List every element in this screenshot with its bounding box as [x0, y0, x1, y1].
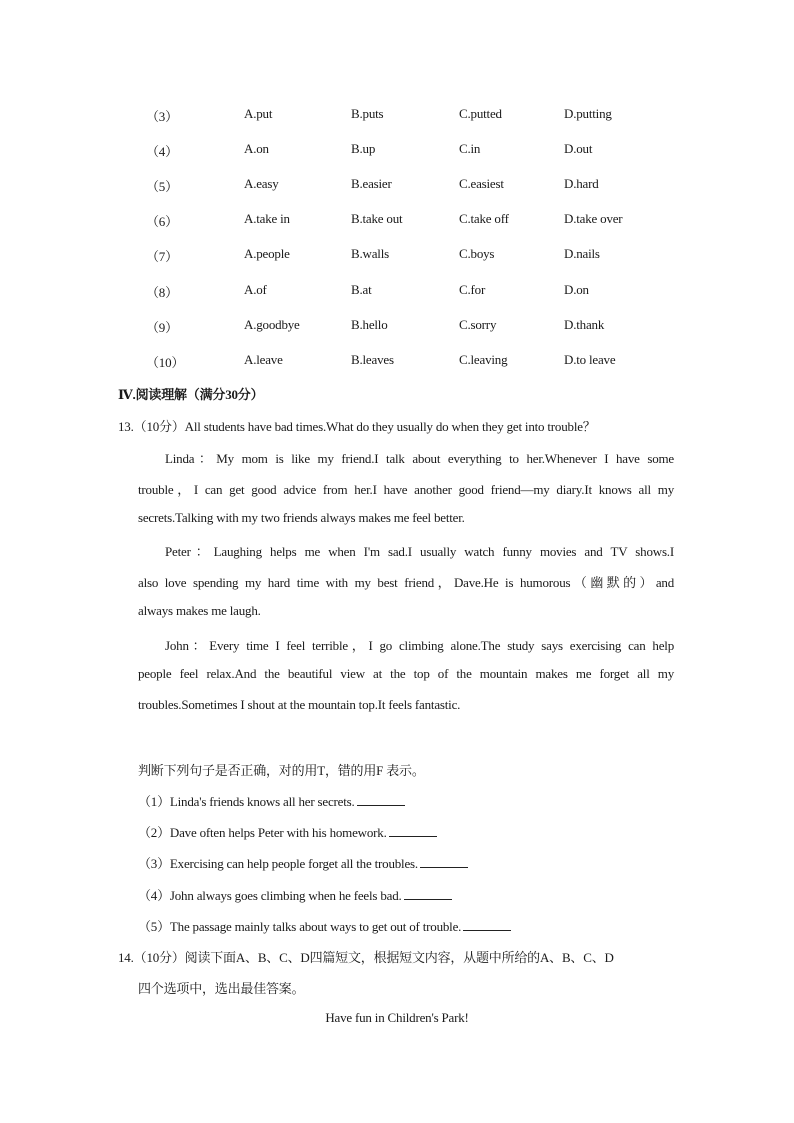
option-a[interactable]: A.put [244, 106, 273, 121]
statement-1 [138, 791, 405, 810]
john-line-1: John：Every time I feel terrible，I go climbing alone.The study says exercising can help [165, 638, 674, 653]
option-row [0, 317, 794, 337]
answer-blank[interactable] [389, 825, 437, 837]
option-number: （4） [146, 144, 178, 159]
option-b[interactable]: B.up [351, 141, 376, 156]
statement-text: （2）Dave often helps Peter with his homework. [138, 825, 387, 840]
option-row [0, 246, 794, 266]
statement-text: （1）Linda's friends knows all her secrets. [138, 794, 355, 809]
linda-line-1: Linda：My mom is like my friend.I talk about everything to her.Whenever I have some [165, 451, 674, 466]
option-d[interactable]: D.out [564, 141, 593, 156]
option-row [0, 282, 794, 302]
option-d[interactable]: D.hard [564, 176, 599, 191]
question-14-line-1: 14.（10分）阅读下面A、B、C、D四篇短文，根据短文内容，从题中所给的A、B、C、D [118, 950, 614, 965]
option-number: （9） [146, 320, 178, 335]
option-a[interactable]: A.of [244, 282, 267, 297]
option-number: （5） [146, 179, 178, 194]
option-b[interactable]: B.easier [351, 176, 392, 191]
option-d[interactable]: D.to leave [564, 352, 616, 367]
option-c[interactable]: C.sorry [459, 317, 497, 332]
option-number: （10） [146, 355, 185, 370]
statement-text: （5）The passage mainly talks about ways to get out of trouble. [138, 919, 462, 934]
statement-2 [138, 822, 437, 841]
tf-instruction: 判断下列句子是否正确，对的用T，错的用F 表示。 [138, 763, 425, 778]
option-b[interactable]: B.hello [351, 317, 388, 332]
peter-line-1: Peter：Laughing helps me when I'm sad.I usually watch funny movies and TV shows.I [165, 544, 674, 559]
option-number: （6） [146, 214, 178, 229]
statement-text: （4）John always goes climbing when he feels bad. [138, 888, 402, 903]
option-d[interactable]: D.take over [564, 211, 623, 226]
option-row [0, 176, 794, 196]
answer-blank[interactable] [463, 919, 511, 931]
option-b[interactable]: B.leaves [351, 352, 394, 367]
option-b[interactable]: B.puts [351, 106, 384, 121]
option-d[interactable]: D.on [564, 282, 589, 297]
question-13-header: 13.（10分）All students have bad times.What do they usually do when they get into trouble？ [118, 419, 596, 434]
answer-blank[interactable] [404, 888, 452, 900]
option-b[interactable]: B.at [351, 282, 372, 297]
peter-line-2: also love spending my hard time with my best friend，Dave.He is humorous（幽默的）and [138, 575, 674, 590]
linda-line-2: trouble，I can get good advice from her.I have another good friend—my diary.It knows all my [138, 482, 674, 497]
option-row [0, 352, 794, 372]
question-14-line-2: 四个选项中，选出最佳答案。 [138, 981, 305, 996]
section-title: Ⅳ.阅读理解（满分30分） [118, 387, 264, 402]
option-number: （3） [146, 109, 178, 124]
option-row [0, 141, 794, 161]
passage-title: Have fun in Children's Park! [325, 1010, 469, 1025]
option-d[interactable]: D.nails [564, 246, 600, 261]
statement-3 [138, 853, 468, 872]
answer-blank[interactable] [357, 794, 405, 806]
statement-text: （3）Exercising can help people forget all the troubles. [138, 856, 418, 871]
option-c[interactable]: C.in [459, 141, 481, 156]
option-c[interactable]: C.putted [459, 106, 502, 121]
option-c[interactable]: C.leaving [459, 352, 508, 367]
linda-line-3: secrets.Talking with my two friends always makes me feel better. [138, 510, 465, 525]
option-d[interactable]: D.thank [564, 317, 605, 332]
option-a[interactable]: A.leave [244, 352, 283, 367]
statement-5 [138, 916, 511, 935]
john-line-2: people feel relax.And the beautiful view at the top of the mountain makes me forget all my [138, 666, 674, 681]
option-c[interactable]: C.easiest [459, 176, 504, 191]
option-c[interactable]: C.for [459, 282, 486, 297]
john-line-3: troubles.Sometimes I shout at the mountain top.It feels fantastic. [138, 697, 461, 712]
option-number: （7） [146, 249, 178, 264]
option-c[interactable]: C.take off [459, 211, 509, 226]
peter-line-3: always makes me laugh. [138, 603, 261, 618]
option-b[interactable]: B.walls [351, 246, 389, 261]
answer-blank[interactable] [420, 856, 468, 868]
option-row [0, 106, 794, 126]
option-row [0, 211, 794, 231]
option-a[interactable]: A.take in [244, 211, 290, 226]
option-d[interactable]: D.putting [564, 106, 612, 121]
option-a[interactable]: A.easy [244, 176, 279, 191]
option-a[interactable]: A.goodbye [244, 317, 300, 332]
option-c[interactable]: C.boys [459, 246, 495, 261]
statement-4 [138, 885, 452, 904]
option-number: （8） [146, 285, 178, 300]
option-a[interactable]: A.on [244, 141, 269, 156]
option-a[interactable]: A.people [244, 246, 290, 261]
option-b[interactable]: B.take out [351, 211, 403, 226]
